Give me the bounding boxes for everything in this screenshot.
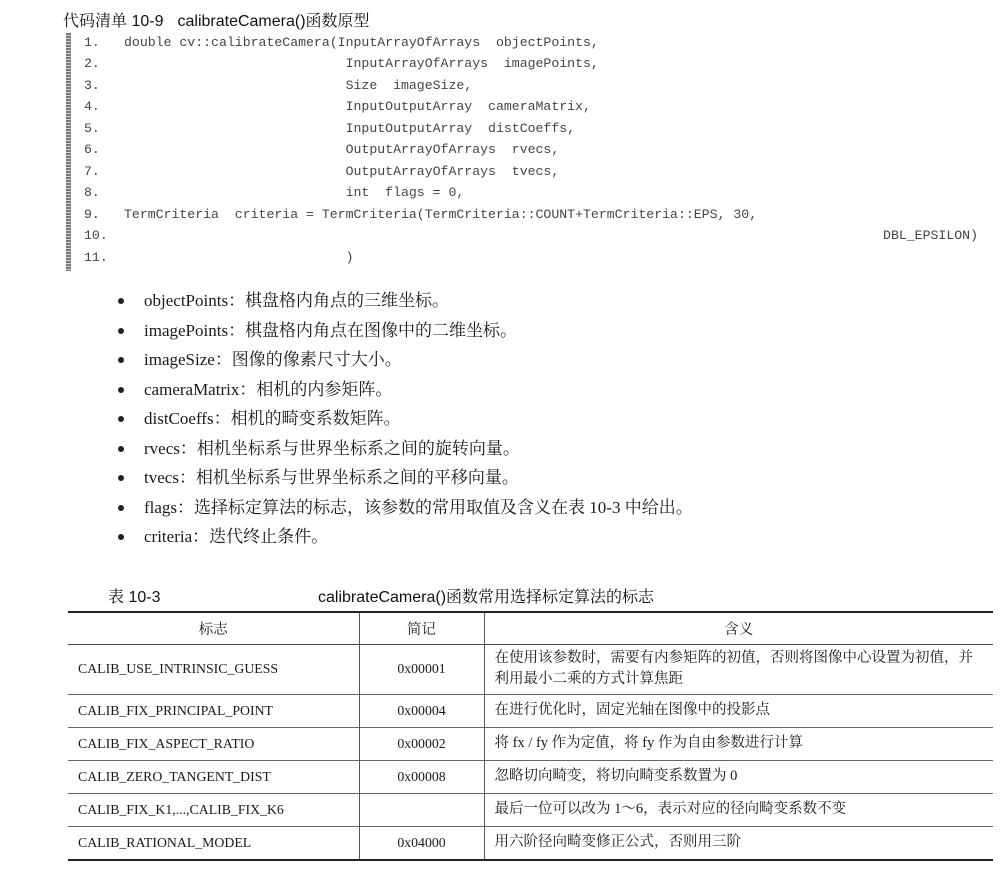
- code-line: [66, 35, 996, 56]
- listing-title: calibrateCamera()函数原型: [177, 13, 370, 30]
- param-desc: ：相机坐标系与世界坐标系之间的平移向量。: [178, 468, 519, 487]
- meaning-cell: 在进行优化时，固定光轴在图像中的投影点: [494, 702, 770, 718]
- table-row: [68, 644, 993, 694]
- code-cell: 0x04000: [359, 826, 484, 860]
- code-text: OutputArrayOfArrays tvecs,: [124, 164, 560, 179]
- list-item: [118, 466, 693, 496]
- param-name: objectPoints: [144, 291, 229, 310]
- code-cell: 0x00001: [359, 644, 484, 694]
- meaning-cell: 最后一位可以改为 1～6，表示对应的径向畸变系数不变: [494, 801, 847, 817]
- code-text: ): [124, 250, 354, 265]
- bullet-icon: [118, 357, 124, 363]
- table-row: [68, 727, 993, 760]
- flag-cell: CALIB_FIX_K1,...,CALIB_FIX_K6: [68, 793, 359, 826]
- param-name: rvecs: [144, 438, 180, 458]
- param-desc: ：图像的像素尺寸大小。: [214, 350, 402, 369]
- code-text: TermCriteria criteria = TermCriteria(TermCriteria::COUNT+TermCriteria::EPS, 30,: [124, 207, 758, 222]
- code-cell: 0x00004: [359, 694, 484, 727]
- bullet-icon: [118, 475, 124, 481]
- code-line: [66, 250, 996, 271]
- code-line: [66, 99, 996, 120]
- code-text: Size imageSize,: [124, 78, 473, 93]
- code-line: [66, 78, 996, 99]
- param-name: imageSize: [144, 350, 215, 369]
- param-desc: ：棋盘格内角点在图像中的二维坐标。: [228, 320, 518, 340]
- code-text: InputOutputArray cameraMatrix,: [124, 99, 591, 114]
- line-number: 2.: [84, 56, 100, 71]
- line-number: 1.: [84, 35, 100, 50]
- meaning-cell: 用六阶径向畸变修正公式，否则用三阶: [494, 834, 741, 851]
- column-header: 标志: [68, 612, 359, 644]
- list-item: [118, 437, 693, 467]
- code-line: [66, 185, 996, 206]
- code-text: double cv::calibrateCamera(InputArrayOfArrays objectPoints,: [124, 35, 599, 50]
- line-number: 5.: [84, 121, 100, 136]
- param-desc: ：棋盘格内角点的三维坐标。: [228, 291, 450, 310]
- bullet-icon: [118, 328, 124, 334]
- param-desc: ：相机的畸变系数矩阵。: [213, 409, 401, 428]
- list-item: [118, 289, 693, 319]
- param-desc: ：选择标定算法的标志，该参数的常用取值及含义在表 10-3 中给出。: [177, 497, 693, 517]
- code-text: OutputArrayOfArrays rvecs,: [124, 142, 560, 157]
- flags-table: [68, 611, 993, 861]
- bullet-icon: [118, 416, 124, 422]
- line-number: 6.: [84, 142, 100, 157]
- table-row: [68, 694, 993, 727]
- meaning-cell: 在使用该参数时，需要有内参矩阵的初值，否则将图像中心设置为初值，并利用最小二乘的方式计算焦距: [494, 650, 973, 687]
- listing-caption: [63, 8, 370, 31]
- param-name: tvecs: [144, 468, 179, 487]
- line-number: 11.: [84, 250, 108, 265]
- list-item: [118, 496, 693, 526]
- bullet-icon: [118, 534, 124, 540]
- table-header-row: [68, 612, 993, 644]
- flag-cell: CALIB_USE_INTRINSIC_GUESS: [68, 644, 359, 694]
- code-line: [66, 228, 996, 249]
- param-desc: ：迭代终止条件。: [192, 527, 329, 546]
- list-item: [118, 407, 693, 437]
- bullet-icon: [118, 446, 124, 452]
- param-name: flags: [144, 497, 178, 517]
- flag-cell: CALIB_FIX_PRINCIPAL_POINT: [68, 694, 359, 727]
- table-row: [68, 826, 993, 860]
- bullet-icon: [118, 505, 124, 511]
- line-number: 9.: [84, 207, 100, 222]
- list-item: [118, 348, 693, 378]
- code-text: int flags = 0,: [124, 185, 465, 200]
- code-cell: 0x00002: [359, 727, 484, 760]
- list-item: [118, 378, 693, 408]
- flag-cell: CALIB_RATIONAL_MODEL: [68, 826, 359, 860]
- bullet-icon: [118, 387, 124, 393]
- table-title: calibrateCamera()函数常用选择标定算法的标志: [318, 589, 655, 606]
- list-item: [118, 319, 693, 349]
- line-number: 8.: [84, 185, 100, 200]
- param-name: criteria: [144, 527, 193, 546]
- code-text: InputArrayOfArrays imagePoints,: [124, 56, 599, 71]
- meaning-cell: 将 fx / fy 作为定值，将 fy 作为自由参数进行计算: [494, 735, 804, 751]
- code-text: DBL_EPSILON): [883, 228, 978, 243]
- line-number: 7.: [84, 164, 100, 179]
- code-line: [66, 164, 996, 185]
- meaning-cell: 忽略切向畸变，将切向畸变系数置为 0: [494, 768, 738, 784]
- listing-number: 代码清单 10-9: [63, 13, 164, 30]
- code-line: [66, 56, 996, 77]
- code-text: InputOutputArray distCoeffs,: [124, 121, 576, 136]
- line-number: 10.: [84, 228, 108, 243]
- line-number: 4.: [84, 99, 100, 114]
- code-cell: [359, 793, 484, 826]
- list-item: [118, 525, 693, 555]
- table-row: [68, 793, 993, 826]
- param-desc: ：相机坐标系与世界坐标系之间的旋转向量。: [179, 438, 520, 458]
- flag-cell: CALIB_FIX_ASPECT_RATIO: [68, 727, 359, 760]
- param-name: cameraMatrix: [144, 379, 240, 399]
- bullet-icon: [118, 298, 124, 304]
- param-name: distCoeffs: [144, 409, 214, 428]
- flag-cell: CALIB_ZERO_TANGENT_DIST: [68, 760, 359, 793]
- param-name: imagePoints: [144, 320, 229, 340]
- parameter-list: [118, 289, 693, 555]
- column-header: 含义: [724, 621, 754, 638]
- line-number: 3.: [84, 78, 100, 93]
- code-line: [66, 207, 996, 228]
- code-cell: 0x00008: [359, 760, 484, 793]
- table-row: [68, 760, 993, 793]
- param-desc: ：相机的内参矩阵。: [239, 379, 393, 399]
- code-block: [66, 33, 996, 271]
- code-line: [66, 121, 996, 142]
- column-header: 简记: [359, 612, 484, 644]
- code-line: [66, 142, 996, 163]
- table-number: 表 10-3: [108, 589, 161, 606]
